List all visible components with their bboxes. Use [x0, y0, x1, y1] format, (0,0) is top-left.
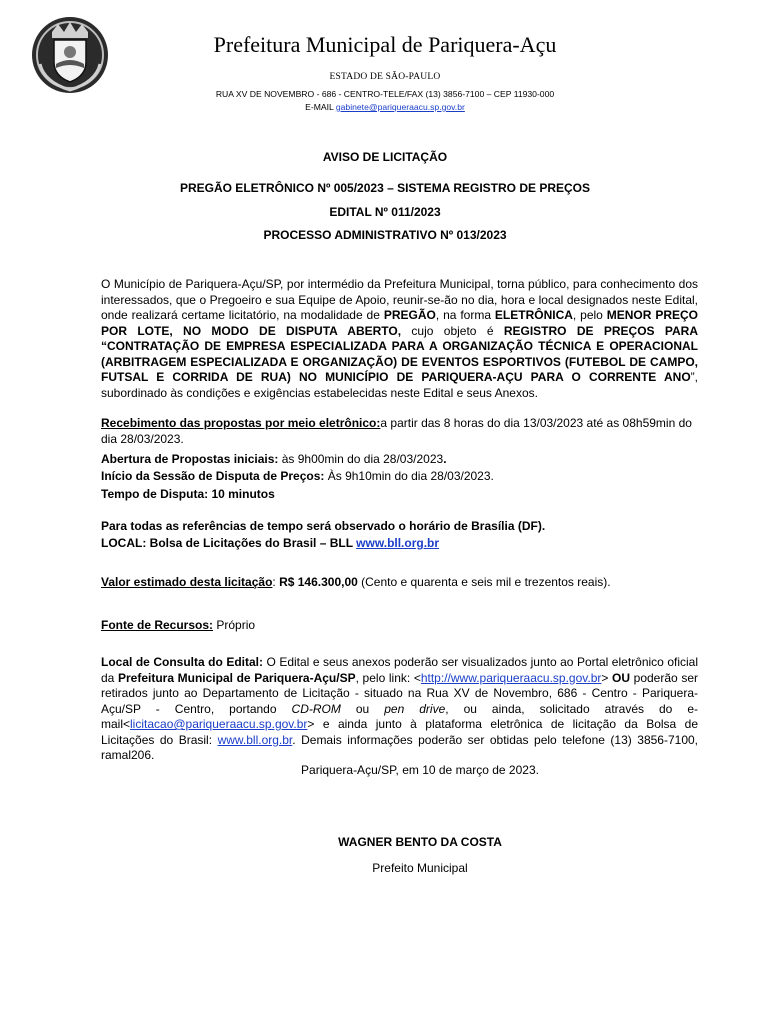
consulta-text-2: , pelo link: < — [355, 670, 421, 685]
fonte-line — [101, 618, 698, 634]
intro-bold-4: REGISTRO DE PREÇOS PARA “CONTRATAÇÃO DE EMPRESA ESPECIALIZADA PARA A ORGANIZAÇÃO TÉCNICA E OPERACIONAL (ARBITRAGEM ESPECIALIZADA E ORGANIZAÇÃO) DE EVENTOS ESPORTIVOS (FUTEBOL DE CAMPO, FUTSAL E CORRIDA DE RUA) NO MUNICÍPIO DE PARIQUERA-AÇU PARA O CORRENTE ANO — [101, 323, 699, 384]
intro-text-3: , pelo — [572, 308, 607, 322]
consulta-text-1: O Edital e seus anexos poderão ser visualizados junto ao Portal eletrônico oficial da — [101, 655, 699, 685]
valor-extenso: (Cento e quarenta e seis mil e trezentos reais). — [357, 575, 611, 589]
valor-line — [101, 575, 698, 591]
abertura-label: Abertura de Propostas iniciais: — [101, 452, 279, 466]
local-label: LOCAL: Bolsa de Licitações do Brasil – BLL — [101, 536, 357, 550]
intro-bold-2: ELETRÔNICA — [494, 308, 573, 322]
local-line — [101, 536, 698, 552]
notice-title: AVISO DE LICITAÇÃO — [322, 150, 448, 164]
consulta-bold-1: Prefeitura Municipal de Pariquera-Açu/SP — [117, 670, 356, 685]
abertura-value: às 9h00min do dia 28/03/2023 — [278, 452, 444, 466]
recebimento-label: Recebimento das propostas por meio eletrônico: — [101, 416, 381, 430]
consulta-italic-2: pen drive — [384, 701, 446, 716]
address-line: RUA XV DE NOVEMBRO - 686 - CENTRO-TELE/FAX (13) 3856-7100 – CEP 11930-000 — [215, 89, 555, 99]
portal-link[interactable]: http://www.pariqueraacu.sp.gov.br — [420, 670, 602, 685]
intro-text-4: cujo objeto é — [401, 323, 504, 338]
inicio-label: Início da Sessão de Disputa de Preços: — [101, 469, 325, 483]
inicio-value: Às 9h10min do dia 28/03/2023. — [324, 469, 494, 483]
intro-text-5: ”, subordinado às condições e exigências estabelecidas neste Edital e seus Anexos. — [101, 370, 698, 400]
intro-bold-3: MENOR PREÇO POR LOTE, NO MODO DE DISPUTA ABERTO, — [101, 308, 698, 338]
bll-link[interactable]: www.bll.org.br — [356, 536, 440, 550]
email-link[interactable]: gabinete@pariqueraacu.sp.gov.br — [335, 102, 465, 112]
fonte-value: Próprio — [213, 618, 256, 632]
letterhead — [0, 0, 770, 120]
signatory-name: WAGNER BENTO DA COSTA — [338, 835, 502, 849]
inicio-line — [101, 469, 698, 485]
consulta-text-8: . Demais informações poderão ser obtidas pelo telefone (13) 3856-7100, ramal206. — [101, 732, 698, 762]
consulta-text-6: , ou ainda, solicitado através do e-mail< — [101, 701, 699, 731]
abertura-line — [101, 452, 698, 468]
licitacao-email-link[interactable]: licitacao@pariqueraacu.sp.gov.br — [130, 717, 308, 731]
consulta-label: Local de Consulta do Edital: — [101, 655, 263, 669]
consulta-text-4: poderão ser retirados junto ao Departamento de Licitação - situado na Rua XV de Novembro, 686 - Centro - Pariquera-Açu/SP - Centro, portando — [101, 670, 698, 716]
municipality-title: Prefeitura Municipal de Pariquera-Açu — [213, 32, 557, 57]
email-label: E-MAIL — [305, 102, 334, 112]
intro-paragraph — [101, 277, 698, 401]
consulta-text-5: ou — [340, 701, 385, 716]
municipal-coat-of-arms-icon — [30, 14, 110, 96]
recebimento-line — [101, 416, 698, 447]
consulta-italic-1: CD-ROM — [291, 701, 341, 716]
valor-label: Valor estimado desta licitação — [101, 575, 273, 589]
intro-text-1: O Município de Pariquera-Açu/SP, por intermédio da Prefeitura Municipal, torna público, para conhecimento dos interessados, que o Pregoeiro e sua Equipe de Apoio, reunir-se-ão no dia, hora e local designados neste Edital, onde realizará certame licitatório, na modalidade de — [101, 277, 698, 322]
processo-heading: PROCESSO ADMINISTRATIVO Nº 013/2023 — [263, 228, 507, 242]
consulta-text-7: > e ainda junto à plataforma eletrônica de licitação da Bolsa de Licitações do Brasil: — [101, 717, 698, 747]
pregao-heading: PREGÃO ELETRÔNICO Nº 005/2023 – SISTEMA REGISTRO DE PREÇOS — [179, 181, 591, 195]
bll-link-2[interactable]: www.bll.org.br — [217, 732, 293, 747]
recebimento-value: a partir das 8 horas do dia 13/03/2023 até as 08h59min do dia 28/03/2023. — [101, 416, 692, 446]
signatory-role: Prefeito Municipal — [372, 861, 468, 875]
intro-text-2: , na forma — [435, 308, 495, 322]
edital-heading: EDITAL Nº 011/2023 — [329, 205, 441, 219]
email-line — [110, 102, 660, 112]
consulta-text-3: > — [601, 670, 613, 685]
fonte-label: Fonte de Recursos: — [101, 618, 214, 632]
consulta-paragraph — [101, 655, 698, 764]
abertura-end: . — [443, 452, 447, 466]
brasilia-note: Para todas as referências de tempo será observado o horário de Brasília (DF). — [101, 519, 546, 533]
valor-sep: : — [272, 575, 280, 589]
intro-bold-1: PREGÃO — [383, 308, 436, 322]
consulta-bold-ou: OU — [612, 670, 631, 685]
tempo-line: Tempo de Disputa: 10 minutos — [101, 487, 275, 501]
state-name: ESTADO DE SÃO-PAULO — [329, 72, 441, 82]
closing-date: Pariquera-Açu/SP, em 10 de março de 2023. — [301, 763, 539, 777]
valor-amount: R$ 146.300,00 — [279, 575, 358, 589]
